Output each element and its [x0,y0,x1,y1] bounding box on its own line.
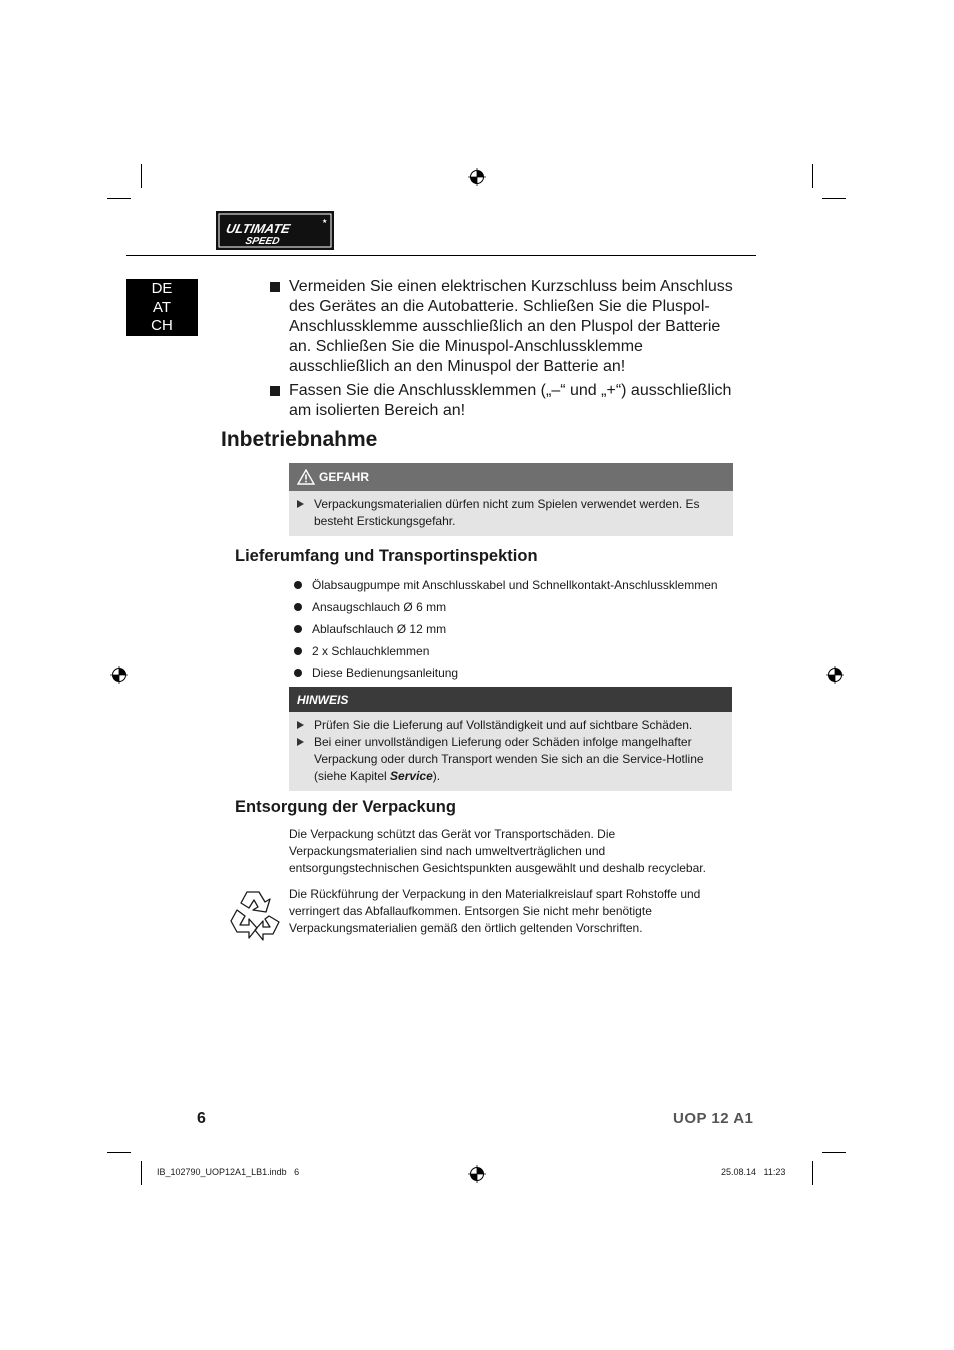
list-item [294,619,718,641]
danger-header [289,463,733,491]
model-number: UOP 12 A1 [673,1110,754,1127]
warning-triangle-icon [297,469,315,485]
item-text: Diese Bedienungsanleitung [312,666,459,680]
danger-text: Verpackungsmaterialien dürfen nicht zum Spielen verwendet werden. Es besteht Erstickungsgefahr. [314,497,700,528]
lang-code: AT [152,298,172,316]
item-text: Ansaugschlauch Ø 6 mm [312,600,447,614]
note-text: Prüfen Sie die Lieferung auf Vollständigkeit und auf sichtbare Schäden. [314,718,693,732]
triangle-bullet-icon [297,721,304,729]
crop-mark [141,1161,142,1185]
list-item [294,597,718,619]
list-item [297,717,724,734]
crop-mark [822,198,846,199]
crop-mark [822,1152,846,1153]
list-item [297,734,724,785]
danger-body [289,491,733,536]
list-item [297,496,725,530]
print-slug-file: IB_102790_UOP12A1_LB1.indb 6 [157,1167,300,1177]
registration-mark-icon [826,666,844,684]
disposal-paragraph: Die Verpackung schützt das Gerät vor Transportschäden. Die Verpackungsmaterialien sind nach umweltverträglichen und entsorgungstechnischen Gesichtspunkten ausgewählt und deshalb recyclebar. [289,827,706,875]
triangle-bullet-icon [297,500,304,508]
safety-bullet-list [268,277,738,425]
dot-bullet-icon [294,603,302,611]
chapter-reference: Service [390,769,433,783]
item-text: Ablaufschlauch Ø 12 mm [312,622,447,636]
header-rule [126,255,756,256]
disposal-paragraph: Die Rückführung der Verpackung in den Materialkreislauf spart Rohstoffe und verringert das Abfallaufkommen. Entsorgen Sie nicht mehr benötigte Verpackungsmaterialien gemäß den örtlich geltenden Vorschriften. [289,887,701,935]
recycle-icon [225,886,285,942]
lang-code: CH [151,317,173,334]
item-text: 2 x Schlauchklemmen [312,644,430,658]
crop-mark [812,1161,813,1185]
delivery-list [294,575,718,685]
crop-mark [107,198,131,199]
disposal-title: Entsorgung der Verpackung [235,798,456,816]
delivery-title: Lieferumfang und Transportinspektion [235,547,538,565]
note-label: HINWEIS [297,692,349,707]
registration-mark-icon [110,666,128,684]
note-text: ). [432,769,441,783]
triangle-bullet-icon [297,738,304,746]
svg-text:ULTIMATE: ULTIMATE [224,221,292,236]
note-box [289,687,732,791]
crop-mark [107,1152,131,1153]
bullet-text: Fassen Sie die Anschlussklemmen („–“ und „+“) ausschließlich am isolierten Bereich an! [289,382,732,419]
danger-box [289,463,733,536]
dot-bullet-icon [294,669,302,677]
svg-text:★: ★ [322,219,328,225]
registration-mark-icon [468,1165,486,1183]
print-slug-date: 25.08.14 11:23 [721,1167,786,1177]
square-bullet-icon [270,386,280,396]
list-item [294,641,718,663]
crop-mark [812,164,813,188]
lang-code: DE [151,280,173,297]
square-bullet-icon [270,282,280,292]
list-item [268,277,738,377]
registration-mark-icon [468,168,486,186]
item-text: Ölabsaugpumpe mit Anschlusskabel und Schnellkontakt-Anschlussklemmen [312,578,718,592]
section-title: Inbetriebnahme [221,428,378,451]
list-item [294,663,718,685]
dot-bullet-icon [294,625,302,633]
dot-bullet-icon [294,581,302,589]
page-number: 6 [197,1110,206,1127]
note-header [289,687,732,712]
dot-bullet-icon [294,647,302,655]
note-text: Bei einer unvollständigen Lieferung oder Schäden infolge mangelhafter Verpackung oder durch Transport wenden Sie sich an die Service-Hotline (siehe Kapitel [314,735,704,783]
list-item [268,381,738,421]
note-body [289,712,732,791]
ultimate-speed-logo [216,211,334,250]
bullet-text: Vermeiden Sie einen elektrischen Kurzschluss beim Anschluss des Gerätes an die Autobatterie. Schließen Sie die Pluspol-Anschlussklemme ausschließlich an den Pluspol der Batterie an. Schließen Sie die Minuspol-Anschlussklemme ausschließlich an den Minuspol der Batterie an! [289,278,733,375]
crop-mark [141,164,142,188]
svg-text:SPEED: SPEED [244,236,281,247]
language-tab [126,279,198,336]
danger-label: GEFAHR [319,470,370,484]
list-item [294,575,718,597]
